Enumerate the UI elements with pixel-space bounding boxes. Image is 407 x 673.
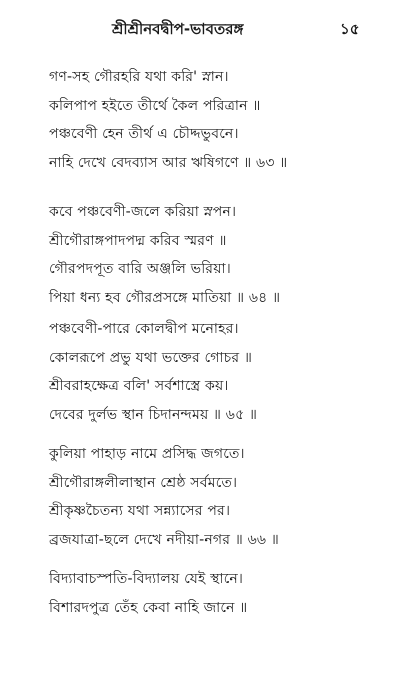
verse-line: নাহি দেখে বেদব্যাস আর ঋষিগণে ॥ ৬৩ ॥ — [49, 154, 288, 171]
running-header — [0, 18, 407, 44]
verse-line: শ্রীগৌরাঙ্গলীলাস্থান শ্রেষ্ঠ সর্বমতে। — [49, 474, 238, 491]
page-number: ১৫ — [340, 20, 360, 38]
verse-line: শ্রীবরাহক্ষেত্র বলি' সর্বশাস্ত্রে কয়। — [49, 378, 229, 394]
verse-line: দেবের দুর্লভ স্থান চিদানন্দময় ॥ ৬৫ ॥ — [49, 406, 258, 423]
verse-line: গণ-সহ গৌরহরি যথা করি' স্নান। — [49, 69, 229, 85]
verse-line: পঞ্চবেণী হেন তীর্থ এ চৌদ্দভুবনে। — [49, 126, 239, 142]
verse-line: পিয়া ধন্য হব গৌরপ্রসঙ্গে মাতিয়া ॥ ৬৪ ॥ — [49, 289, 281, 306]
verse-line: বিদ্যাবাচস্পতি-বিদ্যালয় যেই স্থানে। — [49, 571, 244, 587]
verse-line: গৌরপদপূত বারি অঞ্জলি ভরিয়া। — [49, 261, 231, 277]
verse-line: বিশারদপুত্র তেঁহ কেবা নাহি জানে ॥ — [49, 599, 248, 616]
verse-block-65 — [49, 315, 257, 429]
verse-block-66 — [49, 440, 279, 554]
verse-line: কোলরূপে প্রভু যথা ভক্তের গোচর ॥ — [49, 349, 253, 366]
verse-line: কুলিয়া পাহাড় নামে প্রসিদ্ধ জগতে। — [49, 446, 245, 462]
page-title: শ্রীশ্রীনবদ্বীপ-ভাবতরঙ্গ — [112, 20, 244, 38]
verse-line: ব্রজযাত্রা-ছলে দেখে নদীয়া-নগর ॥ ৬৬ ॥ — [49, 531, 280, 548]
verse-line: শ্রীগৌরাঙ্গপাদপদ্ম করিব স্মরণ ॥ — [49, 232, 227, 249]
verse-line: পঞ্চবেণী-পারে কোলদ্বীপ মনোহর। — [49, 321, 239, 337]
verse-block-63 — [49, 63, 287, 177]
verse-line: শ্রীকৃষ্ণচৈতন্য যথা সন্ন্যাসের পর। — [49, 503, 231, 519]
verse-block-64 — [49, 198, 280, 312]
verse-line: কবে পঞ্চবেণী-জলে করিয়া স্নপন। — [49, 204, 237, 220]
verse-line: কলিপাপ হইতে তীর্থে কৈল পরিত্রান ॥ — [49, 97, 261, 114]
verse-block-67 — [49, 565, 247, 622]
